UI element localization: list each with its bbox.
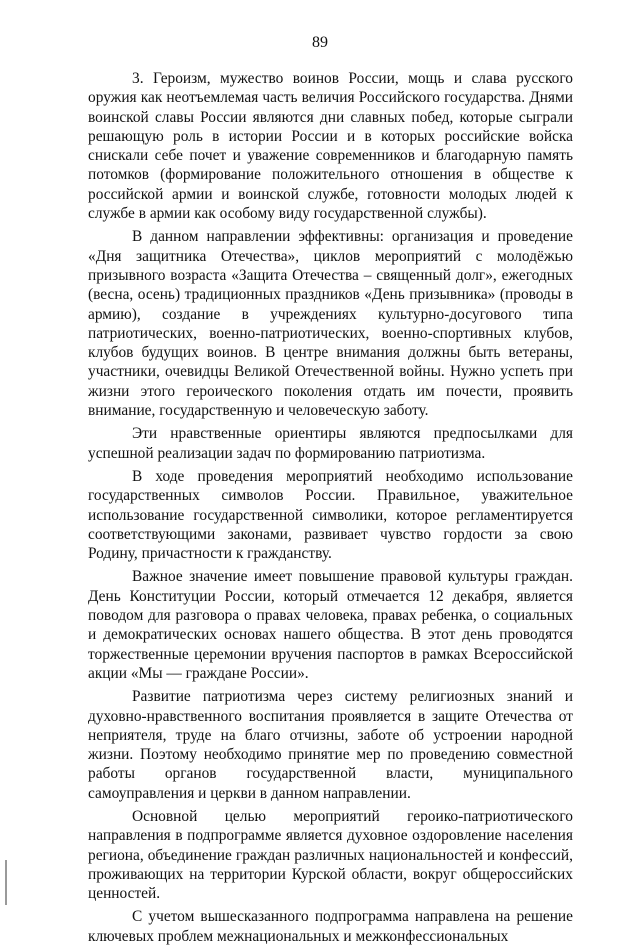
paragraph-conclusion: С учетом вышесказанного подпрограмма направлена на решение ключевых проблем межнациональных и межконфессиональных xyxy=(88,908,573,945)
scan-edge-mark xyxy=(5,860,7,905)
document-body xyxy=(88,69,573,946)
paragraph-main-goal: Основной целью мероприятий героико-патриотического направления в подпрограмме является духовное оздоровление населения региона, объединение граждан различных национальностей и конфессий, проживающих на территории Курской области, вокруг общероссийских ценностей. xyxy=(88,807,573,903)
paragraph-moral-guidelines: Эти нравственные ориентиры являются предпосылками для успешной реализации задач по формированию патриотизма. xyxy=(88,425,573,462)
page-number: 89 xyxy=(312,34,328,51)
paragraph-religious-education: Развитие патриотизма через систему религиозных знаний и духовно-нравственного воспитания проявляется в защите Отечества от неприятеля, труде на благо отчизны, заботе об устроении народной жизни. Поэтому необходимо принятие мер по проведению совместной работы органов государственной власти, муниципального самоуправления и церкви в данном направлении. xyxy=(88,688,573,802)
paragraph-legal-culture: Важное значение имеет повышение правовой культуры граждан. День Конституции России, который отмечается 12 декабря, является поводом для разговора о правах человека, правах ребенка, о социальных и демократических основах нашего общества. В этот день проводятся торжественные церемонии вручения паспортов в рамках Всероссийской акции «Мы — граждане России». xyxy=(88,568,573,682)
paragraph-state-symbols: В ходе проведения мероприятий необходимо использование государственных символов России. Правильное, уважительное использование государственной символики, которое регламентируется соответствующими законами, развивает чувство гордости за свою Родину, причастности к гражданству. xyxy=(88,467,573,563)
paragraph-heroism: 3. Героизм, мужество воинов России, мощь и слава русского оружия как неотъемлемая часть величия Российского государства. Днями воинской славы России являются дни славных побед, которые сыграли решающую роль в истории России и в которых российские войска снискали себе почет и уважение современников и благодарную память потомков (формирование положительного отношения в обществе к российской армии и воинской службе, готовности молодых людей к службе в армии как особому виду государственной службы). xyxy=(88,70,573,223)
paragraph-effective-measures: В данном направлении эффективны: организация и проведение «Дня защитника Отечества», циклов мероприятий с молодёжью призывного возраста «Защита Отечества – священный долг», ежегодных (весна, осень) традиционных праздников «День призывника» (проводы в армию), создание в учреждениях культурно-досугового типа патриотических, военно-патриотических, военно-спортивных клубов, клубов будущих воинов. В центре внимания должны быть ветераны, участники, очевидцы Великой Отечественной войны. Нужно успеть при жизни этого героического поколения отдать им почести, проявить внимание, государственную и человеческую заботу. xyxy=(88,228,573,420)
